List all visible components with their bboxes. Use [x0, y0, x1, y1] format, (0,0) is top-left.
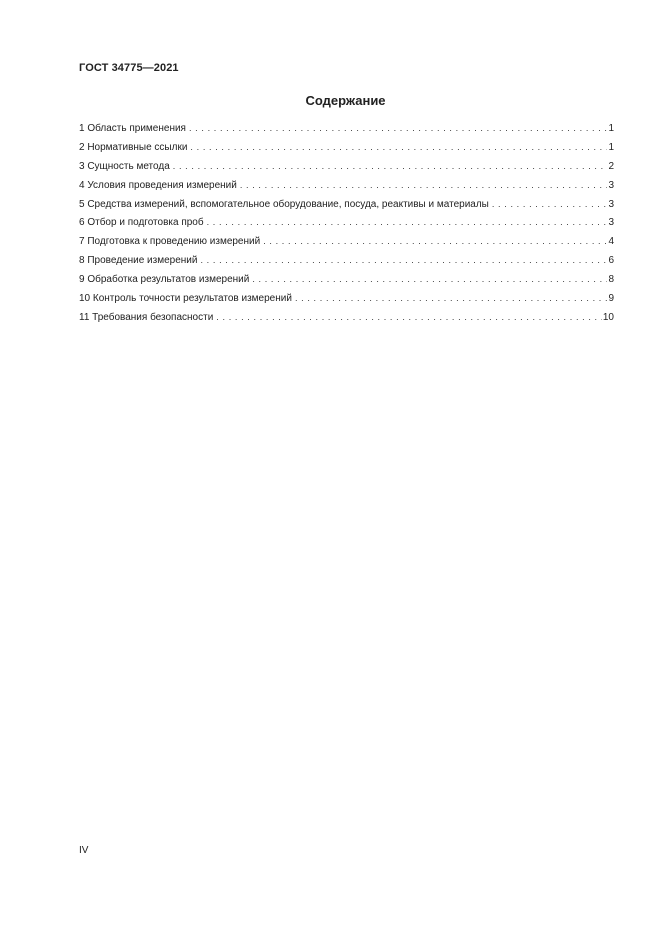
toc-item[interactable]	[79, 253, 614, 272]
toc-item-label: 10 Контроль точности результатов измерений	[79, 293, 292, 305]
toc-dot-leader	[492, 197, 608, 211]
toc-item-page: 3	[608, 198, 614, 210]
toc-item[interactable]	[79, 215, 614, 234]
toc-item-label: 3 Сущность метода	[79, 160, 170, 172]
toc-item-label: 6 Отбор и подготовка проб	[79, 217, 204, 229]
toc-dot-leader	[207, 215, 608, 229]
toc-title: Содержание	[305, 93, 386, 108]
toc-item-label: 5 Средства измерений, вспомогательное оборудование, посуда, реактивы и материалы	[79, 198, 489, 210]
toc-item[interactable]	[79, 121, 614, 140]
toc-item-label: 2 Нормативные ссылки	[79, 141, 188, 153]
toc-dot-leader	[252, 272, 607, 286]
toc-item-page: 8	[608, 274, 614, 286]
toc-item-page: 10	[602, 311, 614, 323]
toc-dot-leader	[295, 291, 607, 305]
toc-item[interactable]	[79, 159, 614, 178]
toc-item[interactable]	[79, 272, 614, 291]
toc-item-label: 9 Обработка результатов измерений	[79, 274, 250, 286]
toc-dot-leader	[216, 310, 602, 324]
toc-item-page: 6	[608, 255, 614, 267]
toc-dot-leader	[189, 121, 607, 135]
toc-item-page: 1	[608, 141, 614, 153]
toc-dot-leader	[240, 178, 608, 192]
toc-dot-leader	[190, 140, 607, 154]
toc-dot-leader	[200, 253, 607, 267]
document-code: ГОСТ 34775—2021	[79, 62, 179, 74]
toc-item[interactable]	[79, 291, 614, 310]
toc-item-label: 1 Область применения	[79, 123, 186, 134]
toc-item-page: 9	[608, 293, 614, 305]
toc-item-page: 2	[608, 160, 614, 172]
page-number: IV	[79, 845, 89, 856]
toc-dot-leader	[263, 234, 607, 248]
toc-item[interactable]	[79, 140, 614, 159]
toc-item-page: 3	[608, 217, 614, 229]
toc-item-page: 1	[608, 123, 614, 134]
toc-item-label: 8 Проведение измерений	[79, 255, 198, 267]
toc-item[interactable]	[79, 178, 614, 197]
toc-item-label: 7 Подготовка к проведению измерений	[79, 236, 261, 248]
toc-item-label: 11 Требования безопасности	[79, 311, 214, 323]
toc-item-page: 4	[608, 236, 614, 248]
toc-item[interactable]	[79, 197, 614, 216]
table-of-contents	[79, 121, 614, 329]
toc-item[interactable]	[79, 310, 614, 329]
toc-item-page: 3	[608, 179, 614, 191]
toc-item[interactable]	[79, 234, 614, 253]
toc-dot-leader	[173, 159, 608, 173]
toc-item-label: 4 Условия проведения измерений	[79, 179, 237, 191]
